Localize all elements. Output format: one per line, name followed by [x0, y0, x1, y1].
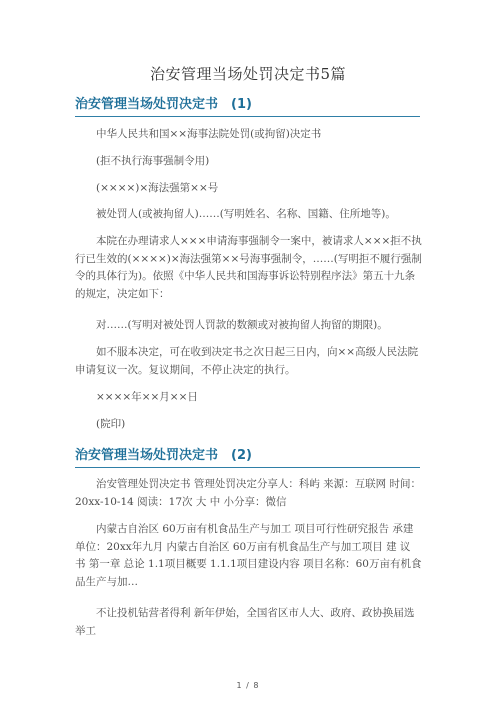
paragraph: 对……(写明对被处罚人罚款的数额或对被拘留人拘留的期限)。 — [96, 319, 388, 331]
section-heading-1: 治安管理当场处罚决定书 (1) — [75, 96, 420, 117]
paragraph: 不让投机钻营者得利 新年伊始，全国省区市人大、政府、政协换届选举工 — [75, 607, 415, 637]
paragraph: (××××)×海法强第××号 — [96, 182, 219, 194]
paragraph: (院印) — [96, 418, 126, 430]
paragraph: 本院在办理请求人×××申请海事强制令一案中，被请求人×××拒不执行已生效的(××××)×海法强第××号海事强制令，……(写明拒不履行强制令的具体行为)。依照《中华人民共和国海事诉讼特别程序法》第五十九条的规定，决定如下： — [75, 235, 422, 300]
paragraph: (拒不执行海事强制令用) — [96, 155, 210, 167]
paragraph: 如不服本决定，可在收到决定书之次日起三日内，向××高级人民法院申请复议一次。复议期间，不停止决定的执行。 — [75, 346, 419, 376]
paragraph: 内蒙古自治区 60万亩有机食品生产与加工 项目可行性研究报告 承建单位：20xx年九月 内蒙古自治区 60万亩有机食品生产与加工项目 建 议 书 第一章 总论 1.1项目概要 1.1.1项目建设内容 项目名称：60万亩有机食品生产与加… — [75, 523, 422, 588]
paragraph: 被处罚人(或被拘留人)……(写明姓名、名称、国籍、住所地等)。 — [96, 208, 396, 220]
section-heading-2: 治安管理当场处罚决定书 (2) — [75, 447, 420, 468]
document-title: 治安管理当场处罚决定书5篇 — [149, 65, 347, 83]
page-indicator: 1 / 8 — [236, 681, 260, 690]
paragraph: ××××年××月××日 — [96, 391, 198, 403]
paragraph: 治安管理处罚决定书 管理处罚决定分享人：科屿 来源：互联网 时间：20xx-10-14 阅读：17次 大 中 小分享：微信 — [75, 478, 422, 508]
paragraph: 中华人民共和国××海事法院处罚(或拘留)决定书 — [96, 128, 322, 140]
